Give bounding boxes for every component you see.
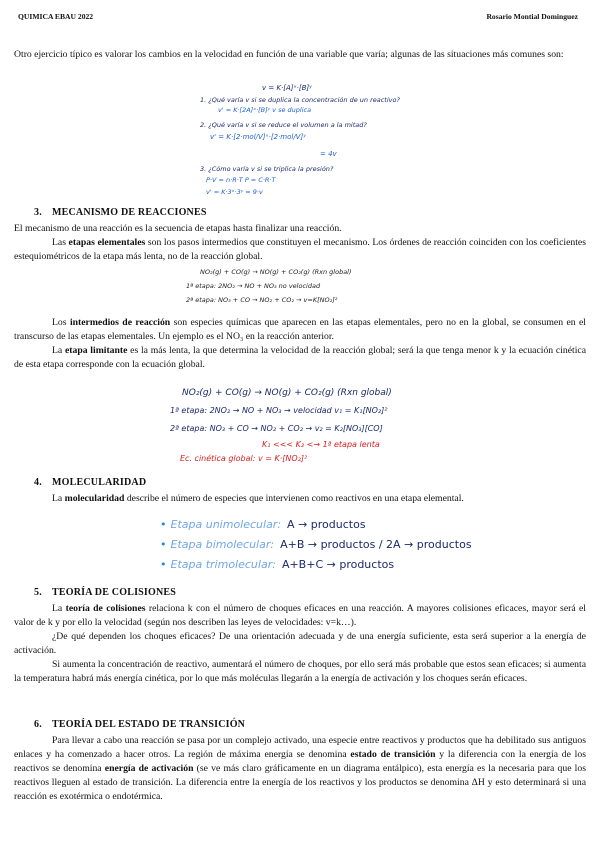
molecularity-item: • Etapa unimolecular: A → productos bbox=[160, 518, 366, 531]
section-3-title: MECANISMO DE REACCIONES bbox=[52, 207, 207, 218]
term-teoria-colisiones: teoría de colisiones bbox=[65, 603, 146, 614]
intro-paragraph: Otro ejercicio típico es valorar los cambios en la velocidad en función de una variable que varía; algunas de las situaciones más comunes son: bbox=[14, 49, 564, 60]
bullet-icon: • bbox=[160, 518, 167, 531]
section-3-number: 3. bbox=[34, 207, 42, 218]
section-4-number: 4. bbox=[34, 477, 42, 488]
note-q1-answer: v' = K·[2A]ˣ·[B]ʸ v se duplica bbox=[218, 106, 312, 114]
hand-eq-step1: 1ª etapa: 2NO₂ → NO + NO₃ → velocidad v₁ = K₁[NO₂]² bbox=[170, 406, 388, 415]
hand-eq-global: NO₂(g) + CO(g) → NO(g) + CO₂(g) (Rxn global) bbox=[182, 388, 392, 398]
note-rate-law: v = K·[A]ˣ·[B]ʸ bbox=[262, 84, 312, 92]
note-q3-answer: v' = K·3ˣ·3ʸ = 9·v bbox=[206, 188, 263, 196]
hand-global-rate: Ec. cinética global: v = K·[NO₂]² bbox=[180, 454, 308, 463]
note-q2: 2. ¿Qué varía v si se reduce el volumen a la mitad? bbox=[200, 121, 367, 129]
section-4-title: MOLECULARIDAD bbox=[52, 477, 147, 488]
header-author: Rosario Montial Dominguez bbox=[486, 12, 578, 21]
s3-eq-global: NO₂(g) + CO(g) → NO(g) + CO₂(g) (Rxn global) bbox=[200, 268, 352, 276]
note-q2-result: = 4v bbox=[320, 150, 337, 158]
section-4-heading bbox=[34, 477, 146, 488]
section-3-heading bbox=[34, 207, 207, 218]
note-q3: 3. ¿Cómo varía v si se triplica la presión? bbox=[200, 165, 334, 173]
note-q1: 1. ¿Qué varía v si se duplica la concentración de un reactivo? bbox=[200, 96, 400, 104]
section-5-number: 5. bbox=[34, 587, 42, 598]
bullet-icon: • bbox=[160, 558, 167, 571]
header-course: QUIMICA EBAU 2022 bbox=[18, 12, 94, 21]
note-q3-eq: P·V = n·R·T P = C·R·T bbox=[206, 176, 276, 184]
s3-paragraph-1: El mecanismo de una reacción es la secuencia de etapas hasta finalizar una reacción. bbox=[14, 223, 342, 234]
section-5-title: TEORÍA DE COLISIONES bbox=[52, 587, 177, 598]
s6-paragraph-1: Para llevar a cabo una reacción se pasa por un complejo activado, una especie entre reactivos y productos que ha debilitado sus antiguos enlaces y ha comenzado a hacer otros. La región de máxima energía se denomina estado de transición y la diferencia con la energía de los reactivos se denomina energía de activación (se ve más claro gráficamente en un diagrama entálpico), esta energía es la necesaria para que los reactivos lleguen al estado de transición. La diferencia entre la energía de los reactivos y los productos se denomina ΔH y esto determinará si una reacción es exotérmica o endotérmica. bbox=[14, 735, 586, 802]
s5-paragraph-1: La teoría de colisiones relaciona k con el número de choques eficaces en una reacción. A mayores colisiones eficaces, mayor será el valor de k y por ello la velocidad (según nos describen las leyes de velocidades: v=k…). bbox=[14, 603, 587, 628]
term-intermedios: intermedios de reacción bbox=[69, 317, 171, 328]
s3-eq-step1: 1ª etapa: 2NO₂ → NO + NO₃ no velocidad bbox=[186, 282, 321, 290]
term-estado-transicion: estado de transición bbox=[350, 749, 436, 760]
section-5-heading bbox=[34, 587, 176, 598]
s3-paragraph-3: Los intermedios de reacción son especies químicas que aparecen en las etapas elementales, pero no en la global, se consumen en el transcurso de las etapas elementales. Un ejemplo es el NO₃ en la reacción anterior. bbox=[14, 317, 586, 342]
section-6-title: TEORÍA DEL ESTADO DE TRANSICIÓN bbox=[52, 719, 246, 730]
molecularity-item: • Etapa bimolecular: A+B → productos / 2A → productos bbox=[160, 538, 472, 551]
molecularity-item: • Etapa trimolecular: A+B+C → productos bbox=[160, 558, 395, 571]
term-energia-activacion: energía de activación bbox=[104, 763, 194, 774]
term-etapas-elementales: etapas elementales bbox=[68, 237, 146, 248]
s3-paragraph-4: La etapa limitante es la más lenta, la que determina la velocidad de la reacción global; será la que tenga menor k y la ecuación cinética de esta etapa corresponde con la ecuación global. bbox=[14, 345, 587, 370]
hand-eq-step2: 2ª etapa: NO₃ + CO → NO₂ + CO₂ → v₂ = K₂[NO₃][CO] bbox=[170, 424, 383, 433]
hand-k-comparison: K₁ <<< K₂ <→ 1ª etapa lenta bbox=[262, 440, 380, 449]
page-header bbox=[18, 12, 578, 21]
s4-paragraph-1: La molecularidad describe el número de especies que intervienen como reactivos en una etapa elemental. bbox=[52, 493, 464, 504]
s3-paragraph-2: Las etapas elementales son los pasos intermedios que constituyen el mecanismo. Los órdenes de reacción coinciden con los coeficientes estequiométricos de la etapa más lenta, no de la reacción global. bbox=[14, 237, 586, 262]
s5-paragraph-2: ¿De qué dependen los choques eficaces? De una orientación adecuada y de una energía suficiente, esta será superior a la energía de activación. bbox=[14, 631, 586, 656]
s5-paragraph-3: Si aumenta la concentración de reactivo, aumentará el número de choques, por ello será más probable que estos sean eficaces; si aumenta la temperatura habrá más energía cinética, por lo que más moléculas llegarán a la energía de activación y los choques serán eficaces. bbox=[14, 659, 586, 684]
note-q2-answer: v' = K·[2·mol/V]ˣ·[2·mol/V]ʸ bbox=[210, 133, 306, 141]
section-6-heading bbox=[34, 719, 245, 730]
term-molecularidad: molecularidad bbox=[64, 493, 125, 504]
section-6-number: 6. bbox=[34, 719, 42, 730]
s3-eq-step2: 2ª etapa: NO₃ + CO → NO₂ + CO₂ → v=K[NO₂]² bbox=[186, 296, 338, 304]
term-etapa-limitante: etapa limitante bbox=[64, 345, 128, 356]
bullet-icon: • bbox=[160, 538, 167, 551]
